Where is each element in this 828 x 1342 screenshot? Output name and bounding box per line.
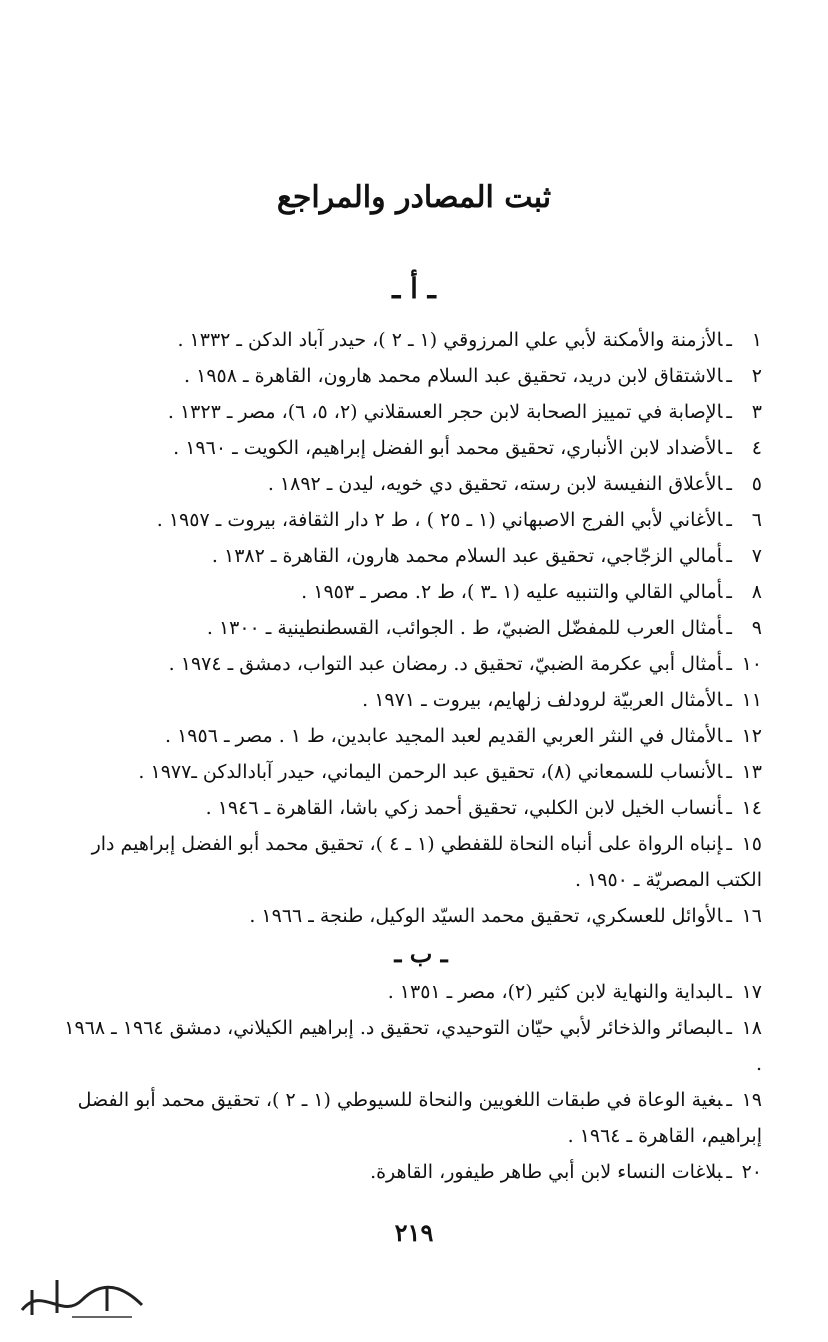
list-item: ٢٠ـبلاغات النساء لابن أبي طاهر طيفور، القاهرة. [60,1154,762,1190]
list-item: ١٦ـالأوائل للعسكري، تحقيق محمد السيّد الوكيل، طنجة ـ ١٩٦٦ . [60,898,762,934]
list-item: ٣ـالإصابة في تمييز الصحابة لابن حجر العسقلاني (٢، ٥، ٦)، مصر ـ ١٣٢٣ . [60,394,762,430]
list-item: ١٢ـالأمثال في النثر العربي القديم لعبد المجيد عابدين، ط ١ . مصر ـ ١٩٥٦ . [60,718,762,754]
section-heading-ba: ـ ب ـ [394,939,448,968]
entry-text: أمثال أبي عكرمة الضبيّ، تحقيق د. رمضان عبد التواب، دمشق ـ ١٩٧٤ . [168,653,723,675]
list-item: ١٣ـالأنساب للسمعاني (٨)، تحقيق عبد الرحمن اليماني، حيدر آبادالدكن ـ١٩٧٧ . [60,754,762,790]
list-item: ١٥ـإنباه الرواة على أنباه النحاة للقفطي (١ ـ ٤ )، تحقيق محمد أبو الفضل إبراهيم دار الكتب المصريّة ـ ١٩٥٠ . [60,826,762,898]
entry-number: ٨ [751,581,762,603]
entry-number: ٩ [751,617,762,639]
entry-number: ٢ [751,365,762,387]
publisher-logo [12,1265,152,1325]
entry-number: ١٣ [741,761,762,783]
entry-text: البداية والنهاية لابن كثير (٢)، مصر ـ ١٣٥١ . [387,981,723,1003]
entry-text: الأعلاق النفيسة لابن رسته، تحقيق دي خويه، ليدن ـ ١٨٩٢ . [267,473,723,495]
entry-text: الأزمنة والأمكنة لأبي علي المرزوقي (١ ـ ٢ )، حيدر آباد الدكن ـ ١٣٣٢ . [177,329,723,351]
entry-text: الاشتقاق لابن دريد، تحقيق عبد السلام محمد هارون، القاهرة ـ ١٩٥٨ . [184,365,723,387]
entry-text: أمالي الزجّاجي، تحقيق عبد السلام محمد هارون، القاهرة ـ ١٣٨٢ . [211,545,723,567]
entry-number: ١٢ [741,725,762,747]
list-item: ١١ـالأمثال العربيّة لرودلف زلهايم، بيروت ـ ١٩٧١ . [60,682,762,718]
list-item: ١٧ـالبداية والنهاية لابن كثير (٢)، مصر ـ ١٣٥١ . [60,974,762,1010]
entry-number: ١ [751,329,762,351]
entry-number: ٣ [751,401,762,423]
entry-number: ١٠ [741,653,762,675]
page-title: ثبت المصادر والمراجع [276,180,552,215]
entry-number: ١٤ [741,797,762,819]
entry-text: بغية الوعاة في طبقات اللغويين والنحاة للسيوطي (١ ـ ٢ )، تحقيق محمد أبو الفضل إبراهيم، القاهرة ـ ١٩٦٤ . [77,1089,762,1147]
entry-number: ١٥ [741,833,762,855]
entry-text: الأوائل للعسكري، تحقيق محمد السيّد الوكيل، طنجة ـ ١٩٦٦ . [249,905,723,927]
entry-text: إنباه الرواة على أنباه النحاة للقفطي (١ ـ ٤ )، تحقيق محمد أبو الفضل إبراهيم دار الكتب المصريّة ـ ١٩٥٠ . [91,833,762,891]
list-item: ٨ـأمالي القالي والتنبيه عليه (١ ـ٣ )، ط ٢. مصر ـ ١٩٥٣ . [60,574,762,610]
entry-text: الإصابة في تمييز الصحابة لابن حجر العسقلاني (٢، ٥، ٦)، مصر ـ ١٣٢٣ . [167,401,723,423]
list-item: ١٩ـبغية الوعاة في طبقات اللغويين والنحاة للسيوطي (١ ـ ٢ )، تحقيق محمد أبو الفضل إبراهيم، القاهرة ـ ١٩٦٤ . [60,1082,762,1154]
entry-number: ٥ [751,473,762,495]
entry-number: ٦ [751,509,762,531]
list-item: ٥ـالأعلاق النفيسة لابن رسته، تحقيق دي خويه، ليدن ـ ١٨٩٢ . [60,466,762,502]
list-item: ١٤ـأنساب الخيل لابن الكلبي، تحقيق أحمد زكي باشا، القاهرة ـ ١٩٤٦ . [60,790,762,826]
entry-text: أمالي القالي والتنبيه عليه (١ ـ٣ )، ط ٢. مصر ـ ١٩٥٣ . [301,581,723,603]
list-item: ١٠ـأمثال أبي عكرمة الضبيّ، تحقيق د. رمضان عبد التواب، دمشق ـ ١٩٧٤ . [60,646,762,682]
list-item: ٧ـأمالي الزجّاجي، تحقيق عبد السلام محمد هارون، القاهرة ـ ١٣٨٢ . [60,538,762,574]
entry-number: ١٩ [741,1089,762,1111]
list-item: ٢ـالاشتقاق لابن دريد، تحقيق عبد السلام محمد هارون، القاهرة ـ ١٩٥٨ . [60,358,762,394]
page-number: ٢١٩ [394,1218,434,1247]
entry-text: الأنساب للسمعاني (٨)، تحقيق عبد الرحمن اليماني، حيدر آبادالدكن ـ١٩٧٧ . [138,761,723,783]
entry-text: بلاغات النساء لابن أبي طاهر طيفور، القاهرة. [370,1161,723,1183]
list-item: ٦ـالأغاني لأبي الفرج الاصبهاني (١ ـ ٢٥ ) ، ط ٢ دار الثقافة، بيروت ـ ١٩٥٧ . [60,502,762,538]
entry-number: ١٦ [741,905,762,927]
list-item: ٤ـالأضداد لابن الأنباري، تحقيق محمد أبو الفضل إبراهيم، الكويت ـ ١٩٦٠ . [60,430,762,466]
entry-text: الأمثال في النثر العربي القديم لعبد المجيد عابدين، ط ١ . مصر ـ ١٩٥٦ . [164,725,723,747]
entry-number: ٤ [751,437,762,459]
entry-number: ١١ [741,689,762,711]
entry-text: الأغاني لأبي الفرج الاصبهاني (١ ـ ٢٥ ) ، ط ٢ دار الثقافة، بيروت ـ ١٩٥٧ . [156,509,723,531]
entry-text: الأضداد لابن الأنباري، تحقيق محمد أبو الفضل إبراهيم، الكويت ـ ١٩٦٠ . [173,437,723,459]
entry-number: ٧ [751,545,762,567]
list-item: ١٨ـالبصائر والذخائر لأبي حيّان التوحيدي، تحقيق د. إبراهيم الكيلاني، دمشق ١٩٦٤ ـ ١٩٦٨ . [60,1010,762,1082]
section-heading-alif: ـ أ ـ [392,272,436,305]
entry-number: ٢٠ [741,1161,762,1183]
entry-text: البصائر والذخائر لأبي حيّان التوحيدي، تحقيق د. إبراهيم الكيلاني، دمشق ١٩٦٤ ـ ١٩٦٨ . [64,1017,762,1075]
entry-text: الأمثال العربيّة لرودلف زلهايم، بيروت ـ ١٩٧١ . [362,689,723,711]
entry-text: أنساب الخيل لابن الكلبي، تحقيق أحمد زكي باشا، القاهرة ـ ١٩٤٦ . [205,797,723,819]
entry-number: ١٨ [741,1017,762,1039]
list-item: ١ـالأزمنة والأمكنة لأبي علي المرزوقي (١ ـ ٢ )، حيدر آباد الدكن ـ ١٣٣٢ . [60,322,762,358]
list-item: ٩ـأمثال العرب للمفضّل الضبيّ، ط . الجوائب، القسطنطينية ـ ١٣٠٠ . [60,610,762,646]
entry-text: أمثال العرب للمفضّل الضبيّ، ط . الجوائب، القسطنطينية ـ ١٣٠٠ . [206,617,723,639]
entry-number: ١٧ [741,981,762,1003]
bibliography-list [60,322,762,1190]
